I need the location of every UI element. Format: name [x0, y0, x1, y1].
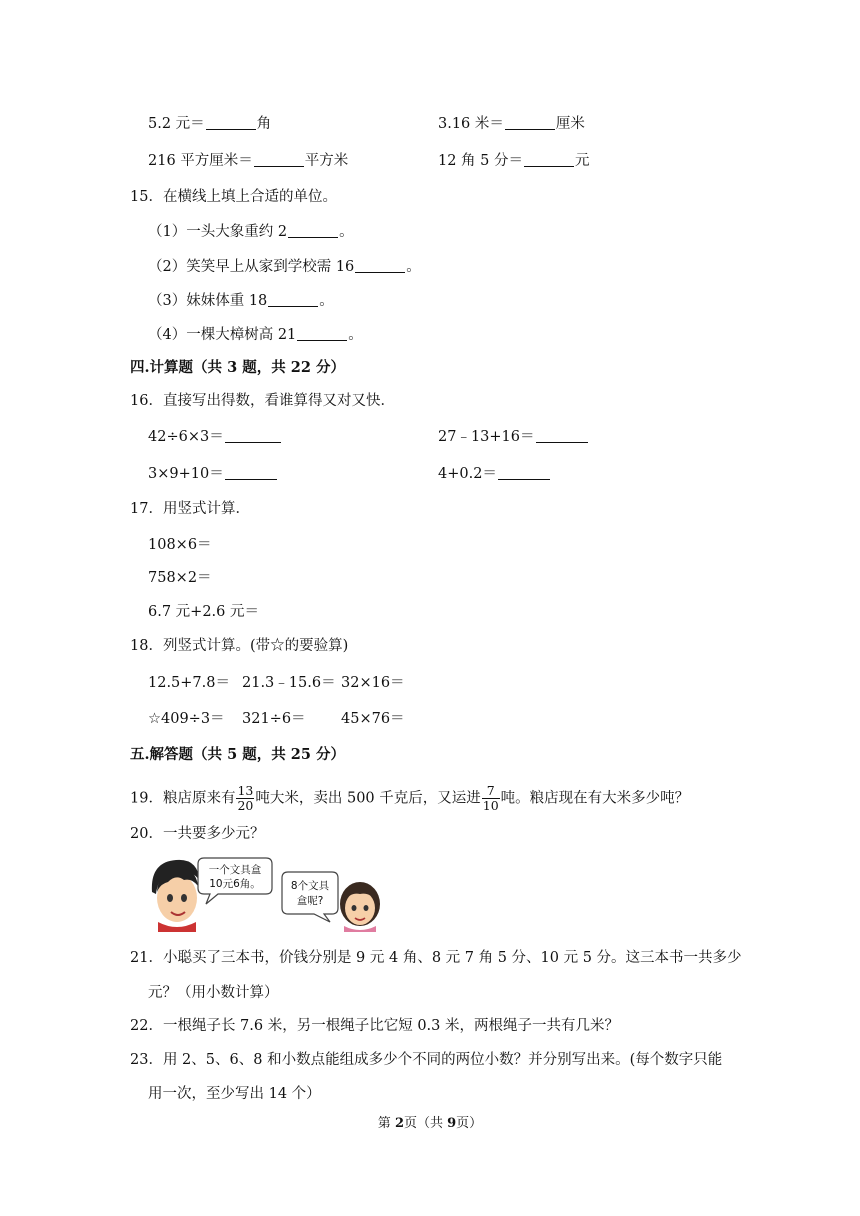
q19-text-3: 吨。粮店现在有大米多少吨？ [500, 790, 690, 807]
q16-expr-2 [438, 427, 589, 447]
q15-item-1 [148, 222, 354, 242]
q22-line-1: 22．一根绳子长 7.6 米，另一根绳子比它短 0.3 米，两根绳子一共有几米？ [130, 1018, 620, 1034]
answer-blank[interactable] [225, 428, 281, 443]
conversion-4-unit: 元 [575, 153, 590, 169]
expr-text: 42÷6×3＝ [148, 429, 224, 445]
q15-item-text: （4）一棵大樟树高 21 [148, 327, 297, 343]
expr-text: 3×9+10＝ [148, 466, 224, 482]
answer-blank[interactable] [498, 465, 550, 480]
conversion-3 [148, 151, 348, 171]
answer-blank[interactable] [536, 428, 588, 443]
q18-expr-2: 21.3﹣15.6＝ [242, 675, 336, 691]
q18-expr-5: 321÷6＝ [242, 711, 306, 727]
total-pages: 9 [447, 1116, 457, 1131]
q17-title: 17．用竖式计算． [130, 501, 250, 517]
conversion-1-text: 5.2 元＝ [148, 116, 205, 132]
conversion-3-unit: 平方米 [304, 153, 349, 169]
fraction-numerator: 13 [237, 783, 254, 798]
section-4-title: 四.计算题（共 3 题，共 22 分） [130, 359, 346, 376]
q20-title: 20．一共要多少元？ [130, 826, 265, 842]
bubble-left-line-1: 一个文具盒 [208, 864, 262, 876]
q17-item-3: 6.7 元+2.6 元＝ [148, 604, 259, 620]
boy-icon [152, 860, 200, 932]
conversion-4-text: 12 角 5 分＝ [438, 153, 524, 169]
fraction-denominator: 10 [482, 798, 499, 813]
q16-expr-1 [148, 427, 282, 447]
bubble-left-line-2: 10元6角。 [209, 878, 261, 890]
q21-line-1: 21．小聪买了三本书，价钱分别是 9 元 4 角、8 元 7 角 5 分、10 元 5 分。这三本书一共多少 [130, 950, 742, 966]
q21-line-2: 元？（用小数计算） [148, 985, 279, 1001]
cartoon-kids-image [148, 852, 388, 932]
answer-blank[interactable] [288, 223, 338, 238]
period: 。 [348, 327, 363, 343]
answer-blank[interactable] [505, 115, 555, 130]
conversion-2-text: 3.16 米＝ [438, 116, 504, 132]
bubble-right-line-2: 盒呢? [296, 895, 324, 907]
fraction-13-20 [236, 784, 254, 813]
period: 。 [319, 293, 334, 309]
q17-item-2: 758×2＝ [148, 570, 212, 586]
fraction-denominator: 20 [237, 798, 254, 813]
q18-expr-1: 12.5+7.8＝ [148, 675, 230, 691]
section-5-title: 五.解答题（共 5 题，共 25 分） [130, 746, 346, 763]
expr-text: 27﹣13+16＝ [438, 429, 535, 445]
q16-expr-4 [438, 464, 551, 484]
footer-text-2: 页（共 [403, 1116, 448, 1131]
q16-expr-3 [148, 464, 278, 484]
answer-blank[interactable] [225, 465, 277, 480]
conversion-3-text: 216 平方厘米＝ [148, 153, 253, 169]
answer-blank[interactable] [297, 326, 347, 341]
conversion-1-unit: 角 [256, 116, 272, 132]
q15-title: 15．在横线上填上合适的单位。 [130, 189, 337, 205]
answer-blank[interactable] [355, 258, 405, 273]
q23-line-1: 23．用 2、5、6、8 和小数点能组成多少个不同的两位小数？并分别写出来。(每个数字只能 [130, 1052, 723, 1068]
girl-icon [340, 882, 380, 932]
q20-illustration [148, 852, 388, 936]
page-footer [0, 1112, 860, 1131]
answer-blank[interactable] [206, 115, 256, 130]
q18-expr-6: 45×76＝ [341, 711, 405, 727]
q19-text-2: 吨大米，卖出 500 千克后，又运进 [255, 790, 481, 807]
answer-blank[interactable] [254, 152, 304, 167]
fraction-numerator: 7 [482, 784, 500, 799]
q15-item-3 [148, 291, 334, 311]
q18-expr-3: 32×16＝ [341, 675, 405, 691]
q19-text-1: 19．粮店原来有 [130, 790, 236, 807]
period: 。 [406, 259, 421, 275]
conversion-1 [148, 114, 271, 134]
fraction-7-10 [482, 784, 500, 813]
q15-item-text: （1）一头大象重约 2 [148, 224, 288, 240]
bubble-right-line-1: 8个文具 [290, 880, 330, 892]
answer-blank[interactable] [524, 152, 574, 167]
conversion-2-unit: 厘米 [555, 116, 585, 132]
footer-text-1: 第 [377, 1116, 395, 1131]
q19-text [130, 784, 689, 813]
q18-expr-4: ☆409÷3＝ [148, 711, 225, 727]
conversion-2 [438, 114, 585, 134]
q15-item-text: （3）妹妹体重 18 [148, 293, 268, 309]
q23-line-2: 用一次，至少写出 14 个） [148, 1086, 321, 1102]
q15-item-2 [148, 257, 421, 277]
q15-item-4 [148, 325, 363, 345]
conversion-4 [438, 151, 590, 171]
period: 。 [339, 224, 354, 240]
expr-text: 4+0.2＝ [438, 466, 497, 482]
footer-text-3: 页） [456, 1116, 483, 1131]
q16-title: 16．直接写出得数，看谁算得又对又快． [130, 393, 395, 409]
q15-item-text: （2）笑笑早上从家到学校需 16 [148, 259, 355, 275]
page-number: 2 [394, 1116, 404, 1131]
q17-item-1: 108×6＝ [148, 537, 212, 553]
q18-title: 18．列竖式计算。(带☆的要验算) [130, 638, 349, 654]
answer-blank[interactable] [268, 292, 318, 307]
